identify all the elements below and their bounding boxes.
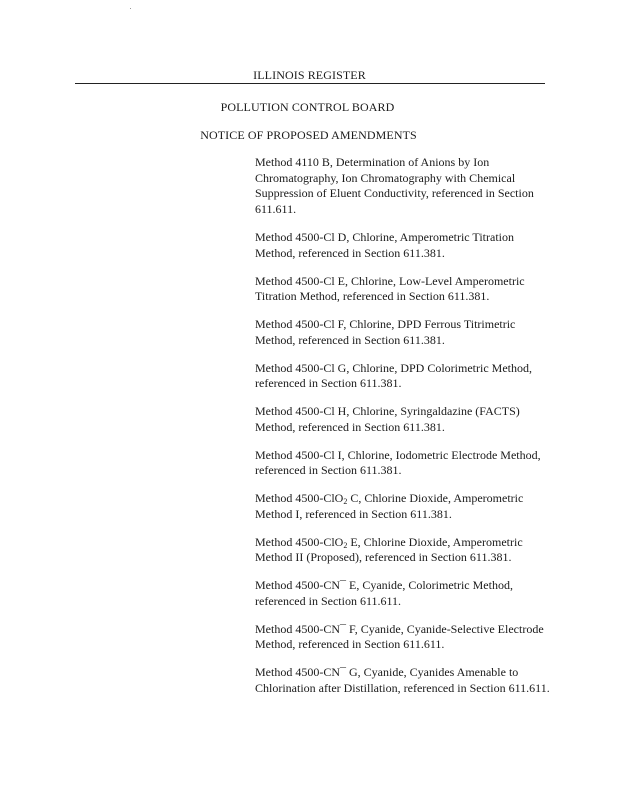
scan-speck	[130, 8, 131, 9]
method-rest: E, Chlorine Dioxide, Amperometric Method II (Proposed), referenced in Section 611.381.	[255, 534, 523, 564]
method-entry	[255, 535, 555, 566]
method-list	[255, 155, 555, 709]
method-entry: Method 4500-CN¯ F, Cyanide, Cyanide-Selective Electrode Method, referenced in Section 611.611.	[255, 621, 544, 651]
method-entry: Method 4500-Cl I, Chlorine, Iodometric Electrode Method, referenced in Section 611.381.	[255, 447, 541, 477]
method-entry: Method 4500-Cl D, Chlorine, Amperometric Titration Method, referenced in Section 611.381.	[255, 230, 514, 260]
method-entry: Method 4500-Cl E, Chlorine, Low-Level Amperometric Titration Method, referenced in Section 611.381.	[255, 273, 525, 303]
method-entry: Method 4110 B, Determination of Anions by Ion Chromatography, Ion Chromatography with Chemical Suppression of Eluent Conductivity, referenced in Section 611.611.	[255, 155, 534, 216]
method-entry: Method 4500-CN¯ G, Cyanide, Cyanides Amenable to Chlorination after Distillation, referenced in Section 611.611.	[255, 665, 550, 695]
notice-title: NOTICE OF PROPOSED AMENDMENTS	[200, 128, 417, 142]
method-entry: Method 4500-Cl H, Chlorine, Syringaldazine (FACTS) Method, referenced in Section 611.381.	[255, 404, 520, 434]
method-entry: Method 4500-Cl F, Chlorine, DPD Ferrous Titrimetric Method, referenced in Section 611.381.	[255, 317, 516, 347]
method-entry: Method 4500-Cl G, Chlorine, DPD Colorimetric Method, referenced in Section 611.381.	[255, 360, 532, 390]
method-prefix: Method 4500-ClO	[255, 491, 344, 505]
subscript: 2	[343, 497, 348, 506]
register-title: ILLINOIS REGISTER	[253, 68, 366, 82]
method-prefix: Method 4500-ClO	[255, 534, 344, 549]
method-rest: C, Chlorine Dioxide, Amperometric Method I, referenced in Section 611.381.	[255, 491, 524, 521]
subscript: 2	[343, 540, 348, 550]
method-entry: Method 4500-CN¯ E, Cyanide, Colorimetric Method, referenced in Section 611.611.	[255, 578, 513, 608]
method-entry	[255, 491, 555, 522]
board-name: POLLUTION CONTROL BOARD	[220, 100, 395, 114]
header-rule	[75, 83, 545, 84]
